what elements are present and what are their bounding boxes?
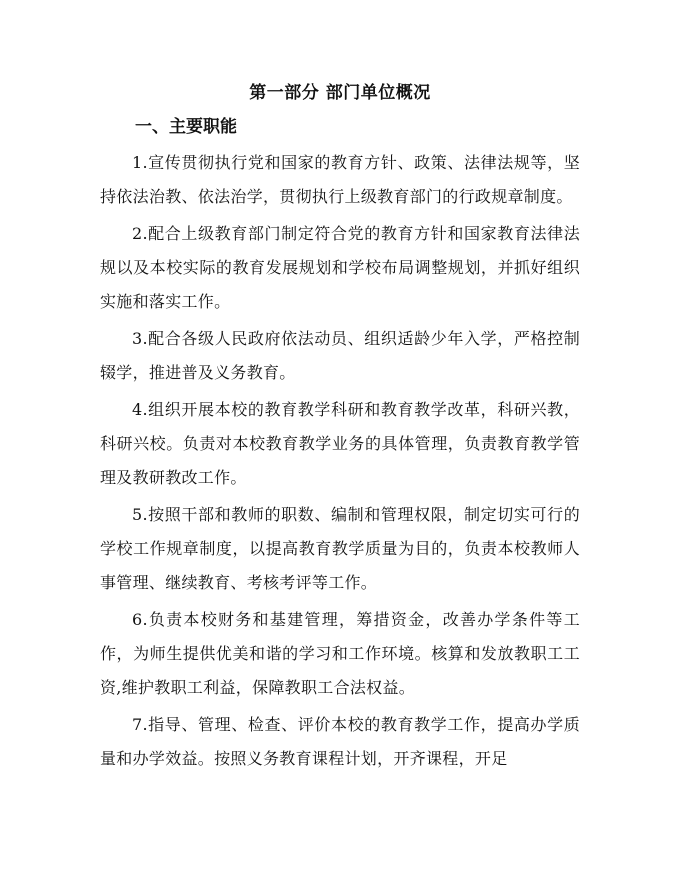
document-body — [100, 146, 580, 779]
page-title: 第一部分 部门单位概况 — [249, 83, 431, 103]
paragraph-6: 6.负责本校财务和基建管理，筹措资金，改善办学条件等工作，为师生提供优美和谐的学习和工作环境。核算和发放教职工工资,维护教职工利益，保障教职工合法权益。 — [100, 610, 580, 697]
paragraph-2: 2.配合上级教育部门制定符合党的教育方针和国家教育法律法规以及本校实际的教育发展规划和学校布局调整规划，并抓好组织实施和落实工作。 — [100, 224, 580, 311]
paragraph-4: 4.组织开展本校的教育教学科研和教育教学改革，科研兴教，科研兴校。负责对本校教育教学业务的具体管理，负责教育教学管理及教研教改工作。 — [100, 400, 580, 487]
paragraph-5: 5.按照干部和教师的职数、编制和管理权限，制定切实可行的学校工作规章制度，以提高教育教学质量为目的，负责本校教师人事管理、继续教育、考核考评等工作。 — [100, 505, 580, 592]
paragraph-1: 1.宣传贯彻执行党和国家的教育方针、政策、法律法规等，坚持依法治教、依法治学，贯彻执行上级教育部门的行政规章制度。 — [100, 153, 580, 206]
paragraph-3: 3.配合各级人民政府依法动员、组织适龄少年入学，严格控制辍学，推进普及义务教育。 — [100, 329, 580, 382]
paragraph-7: 7.指导、管理、检查、评价本校的教育教学工作，提高办学质量和办学效益。按照义务教育课程计划，开齐课程，开足 — [100, 715, 580, 768]
section-heading: 一、主要职能 — [135, 117, 237, 137]
